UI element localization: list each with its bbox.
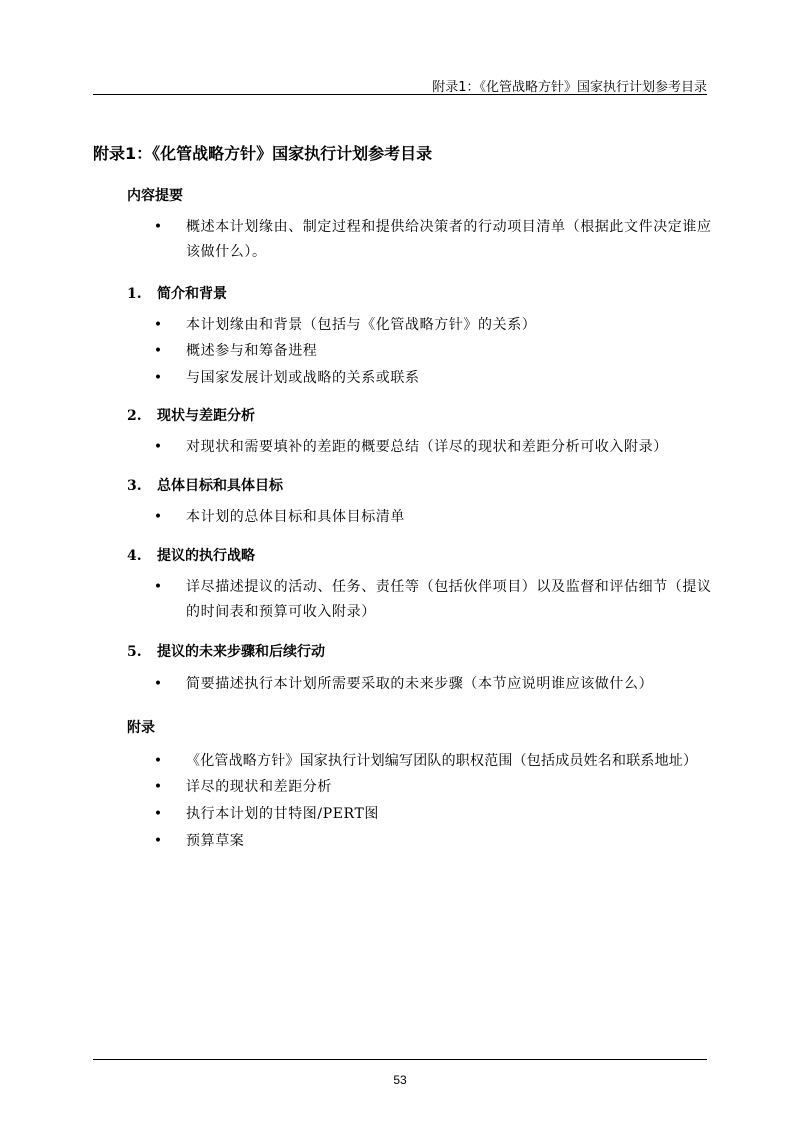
list-item-text: 简要描述执行本计划所需要采取的未来步骤（本节应说明谁应该做什么） <box>186 676 654 692</box>
running-header: 附录1：《化管战略方针》国家执行计划参考目录 <box>432 80 707 95</box>
page-number: 53 <box>393 1073 407 1087</box>
bullet-icon: • <box>153 779 163 795</box>
section-heading-2 <box>127 405 255 425</box>
section-title: 现状与差距分析 <box>157 408 255 424</box>
list-item-text: 预算草案 <box>186 833 245 849</box>
list-item <box>152 775 712 800</box>
bullet-icon: • <box>153 439 163 455</box>
section-heading-3 <box>127 475 283 495</box>
appendix-heading: 附录 <box>127 720 155 736</box>
bullet-icon: • <box>153 317 163 333</box>
bullet-icon: • <box>153 509 163 525</box>
list-item <box>152 575 712 625</box>
section-heading-5 <box>127 641 325 661</box>
bullet-icon: • <box>153 219 163 235</box>
footer-rule <box>93 1059 707 1060</box>
section-number: 3. <box>127 478 142 494</box>
bullet-icon: • <box>153 753 163 769</box>
bullet-icon: • <box>153 343 163 359</box>
list-item-text: 对现状和需要填补的差距的概要总结（详尽的现状和差距分析可收入附录） <box>186 439 668 455</box>
bullet-icon: • <box>153 370 163 386</box>
list-item-text: 本计划缘由和背景（包括与《化管战略方针》的关系） <box>186 317 537 333</box>
section-title: 简介和背景 <box>157 286 227 302</box>
list-item-text: 与国家发展计划或战略的关系或联系 <box>186 370 420 386</box>
list-item-text: 详尽描述提议的活动、任务、责任等（包括伙伴项目）以及监督和评估细节（提议的时间表和预算可收入附录） <box>186 579 712 620</box>
list-item-text: 《化管战略方针》国家执行计划编写团队的职权范围（包括成员姓名和联系地址） <box>186 753 698 769</box>
section-title: 提议的执行战略 <box>157 548 255 564</box>
list-item <box>152 749 712 774</box>
list-item-text: 概述参与和筹备进程 <box>186 343 318 359</box>
section-number: 5. <box>127 644 142 660</box>
bullet-icon: • <box>153 833 163 849</box>
list-item <box>152 366 712 391</box>
header-rule <box>93 94 707 95</box>
section-number: 2. <box>127 408 142 424</box>
list-item-text: 概述本计划缘由、制定过程和提供给决策者的行动项目清单（根据此文件决定谁应该做什么）。 <box>186 219 712 260</box>
list-item <box>152 215 712 265</box>
list-item-text: 详尽的现状和差距分析 <box>186 779 332 795</box>
list-item <box>152 802 712 827</box>
section-title: 总体目标和具体目标 <box>157 478 283 494</box>
section-heading-1 <box>127 283 227 303</box>
document-title: 附录1：《化管战略方针》国家执行计划参考目录 <box>93 144 433 163</box>
list-item-text: 本计划的总体目标和具体目标清单 <box>186 509 405 525</box>
list-item-text: 执行本计划的甘特图/PERT图 <box>186 806 379 822</box>
section-number: 4. <box>127 548 142 564</box>
list-item <box>152 313 712 338</box>
bullet-icon: • <box>153 676 163 692</box>
summary-heading: 内容提要 <box>127 188 183 204</box>
list-item <box>152 829 712 854</box>
list-item <box>152 672 712 697</box>
section-title: 提议的未来步骤和后续行动 <box>157 644 325 660</box>
bullet-icon: • <box>153 579 163 595</box>
section-heading-4 <box>127 545 255 565</box>
list-item <box>152 339 712 364</box>
bullet-icon: • <box>153 806 163 822</box>
section-number: 1. <box>127 286 142 302</box>
list-item <box>152 435 712 460</box>
list-item <box>152 505 712 530</box>
